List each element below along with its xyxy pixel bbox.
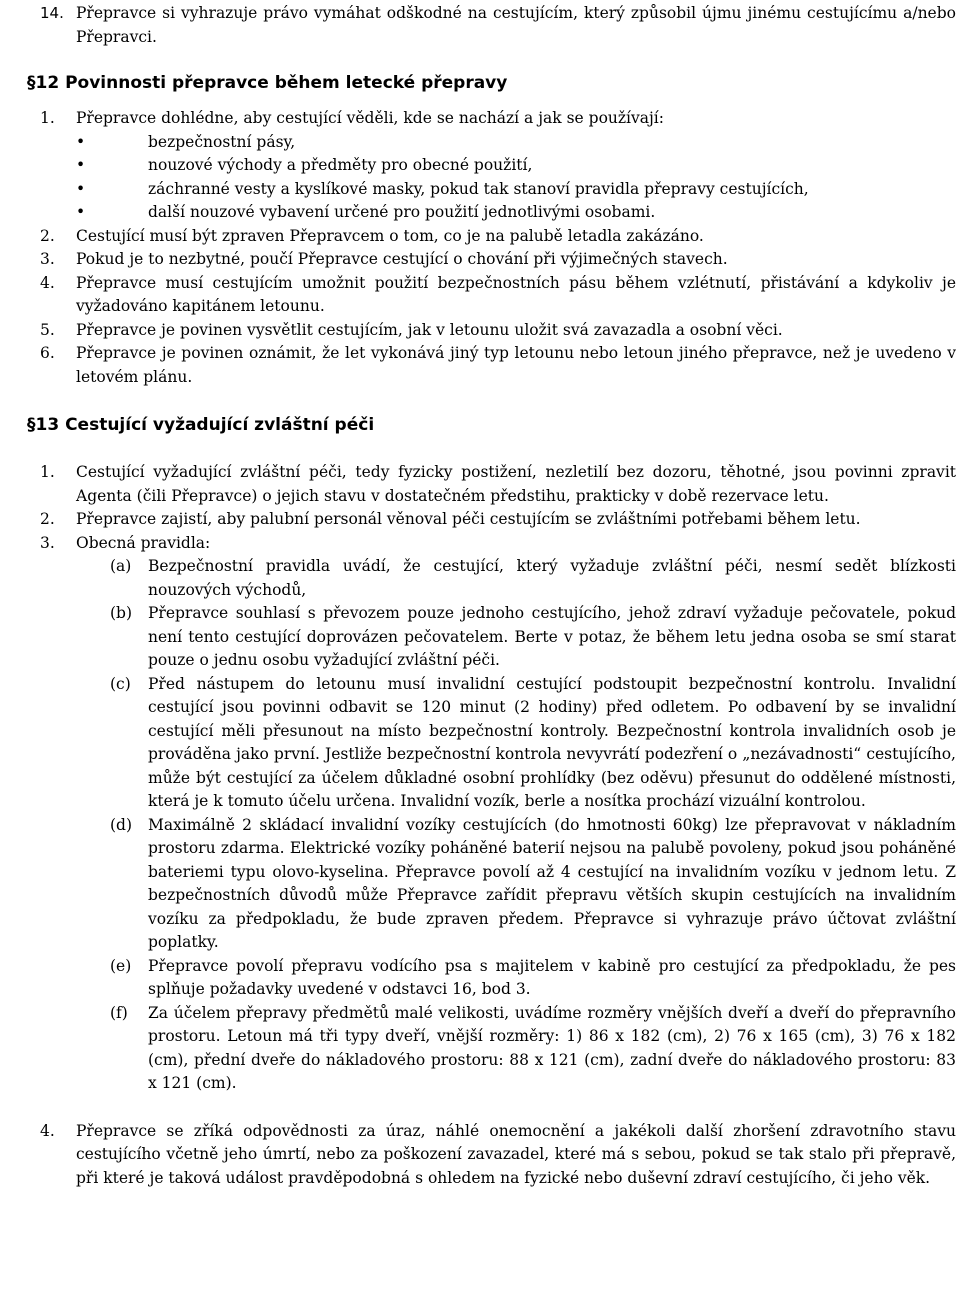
bullet-icon: • — [76, 203, 86, 221]
s12-item-3 — [40, 248, 956, 272]
subitem-label: (d) — [110, 815, 133, 834]
subitem-text: Za účelem přepravy předmětů malé velikosti, uvádíme rozměry vnějších dveří a dveří do přepravního prostoru. Letoun má tři typy dveří, vnější rozměry: 1) 86 x 182 (cm), 2) 76 x 165 (cm), 3) 76 x 182 (cm), přední dveře do nákladového prostoru: 88 x 121 (cm), zadní dveře do nákladového prostoru: 83 x 121 (cm). — [148, 1003, 956, 1092]
bullet-icon: • — [76, 179, 86, 198]
item-number: 3. — [40, 250, 55, 268]
bullet-item — [40, 131, 956, 155]
bullet-icon: • — [76, 156, 86, 174]
s12-item-1 — [40, 107, 956, 131]
bullet-item — [40, 201, 956, 225]
item-number: 1. — [40, 109, 55, 127]
item-number: 3. — [40, 533, 55, 552]
subitem-f — [40, 1002, 956, 1096]
subitem-d — [40, 814, 956, 955]
s12-item-4 — [40, 272, 956, 319]
subitem-b — [40, 602, 956, 673]
item-text: Přepravce je povinen vysvětlit cestujícím, jak v letounu uložit svá zavazadla a osobní věci. — [76, 320, 783, 339]
subitem-a — [40, 555, 956, 602]
s12-item-6 — [40, 342, 956, 389]
bullet-text: bezpečnostní pásy, — [148, 132, 296, 151]
item-text: Cestující musí být zpraven Přepravcem o tom, co je na palubě letadla zakázáno. — [76, 226, 704, 245]
item-number: 6. — [40, 344, 55, 362]
item-text: Pokud je to nezbytné, poučí Přepravce cestující o chování při výjimečných stavech. — [76, 250, 728, 268]
bullet-item — [40, 154, 956, 178]
subitem-text: Maximálně 2 skládací invalidní vozíky cestujících (do hmotnosti 60kg) lze přepravovat v nákladním prostoru zdarma. Elektrické vozíky poháněné baterií nejsou na palubě povoleny, pokud jsou poháněné bateriemi typu olovo-kyselina. Přepravce povolí až 4 cestující na invalidním vozíku v jednom letu. Z bezpečnostních důvodů může Přepravce zařídit přepravu větších skupin cestujících na invalidním vozíku za předpokladu, že bude zpraven předem. Přepravce si vyhrazuje právo účtovat zvláštní poplatky. — [148, 815, 956, 951]
item-text: Přepravce si vyhrazuje právo vymáhat odškodné na cestujícím, který způsobil újmu jinému cestujícímu a/nebo Přepravci. — [76, 4, 956, 46]
section-12-heading: §12 Povinnosti přepravce během letecké přepravy — [27, 73, 508, 93]
subitem-text: Přepravce souhlasí s převozem pouze jednoho cestujícího, jehož zdraví vyžaduje pečovatele, pokud není tento cestující doprovázen pečovatelem. Berte v potaz, že během letu jedna osoba se smí starat pouze o jednu osobu vyžadující zvláštní péči. — [148, 604, 956, 669]
item-number: 4. — [40, 273, 55, 292]
s13-item-3 — [40, 532, 956, 556]
item-text: Přepravce zajistí, aby palubní personál věnoval péči cestujícím se zvláštními potřebami během letu. — [76, 510, 861, 528]
subitem-text: Bezpečnostní pravidla uvádí, že cestující, který vyžaduje zvláštní péči, nesmí sedět blízkosti nouzových východů, — [148, 557, 956, 599]
section-13-heading: §13 Cestující vyžadující zvláštní péči — [27, 415, 375, 435]
item-number: 1. — [40, 463, 55, 481]
item-number: 5. — [40, 320, 55, 339]
subitem-label: (e) — [110, 956, 132, 975]
s12-bullet-list — [40, 131, 956, 225]
item-number: 2. — [40, 510, 55, 528]
subitem-text: Před nástupem do letounu musí invalidní cestující podstoupit bezpečnostní kontrolu. Invalidní cestující jsou povinni odbavit se 120 minut (2 hodiny) před odletem. Po odbavení by se invalidní cestující měli přesunout na místo bezpečnostní kontroly. Bezpečnostní kontrola invalidních osob je prováděna jako první. Jestliže bezpečnostní kontrola nevyvrátí podezření o „nezávadnosti“ cestujícího, může být cestující za účelem důkladné osobní prohlídky (bez oděvu) přesunut do oddělené místnosti, která je k tomuto účelu určena. Invalidní vozík, berle a nosítka prochází vizuální kontrolou. — [148, 674, 956, 810]
bullet-text: nouzové východy a předměty pro obecné použití, — [148, 156, 533, 174]
document-page — [27, 2, 956, 1190]
item-text: Cestující vyžadující zvláštní péči, tedy fyzicky postižení, nezletilí bez dozoru, těhotné, jsou povinni zpravit Agenta (čili Přepravce) o jejich stavu v dostatečném předstihu, prakticky v době rezervace letu. — [76, 463, 956, 505]
intro-item-14 — [40, 2, 956, 49]
bullet-text: záchranné vesty a kyslíkové masky, pokud tak stanoví pravidla přepravy cestujících, — [148, 179, 809, 198]
s12-item-5 — [40, 319, 956, 343]
s13-item-2 — [40, 508, 956, 532]
subitem-label: (f) — [110, 1003, 128, 1022]
item-number: 2. — [40, 226, 55, 245]
s13-item-4 — [40, 1120, 956, 1191]
item-text: Přepravce dohlédne, aby cestující věděli, kde se nachází a jak se používají: — [76, 109, 664, 127]
item-number: 14. — [40, 4, 64, 22]
s13-item-1 — [40, 461, 956, 508]
subitem-label: (a) — [110, 557, 132, 575]
item-text: Přepravce je povinen oznámit, že let vykonává jiný typ letounu nebo letoun jiného přepravce, než je uvedeno v letovém plánu. — [76, 344, 956, 386]
subitem-c — [40, 673, 956, 814]
subitem-label: (c) — [110, 674, 131, 693]
item-text: Obecná pravidla: — [76, 533, 211, 552]
bullet-text: další nouzové vybavení určené pro použití jednotlivými osobami. — [148, 203, 656, 221]
item-text: Přepravce musí cestujícím umožnit použití bezpečnostních pásu během vzlétnutí, přistávání a kdykoliv je vyžadováno kapitánem letounu. — [76, 273, 956, 315]
bullet-icon: • — [76, 132, 86, 151]
item-number: 4. — [40, 1121, 55, 1140]
item-text: Přepravce se zříká odpovědnosti za úraz, náhlé onemocnění a jakékoli další zhoršení zdravotního stavu cestujícího včetně jeho úmrtí, nebo za poškození zavazadel, které má s sebou, pokud se tak stalo při přepravě, při které je taková událost pravděpodobná s ohledem na fyzické nebo duševní zdraví cestujícího, či jeho věk. — [76, 1121, 956, 1187]
subitem-e — [40, 955, 956, 1002]
subitem-label: (b) — [110, 604, 133, 622]
subitem-text: Přepravce povolí přepravu vodícího psa s majitelem v kabině pro cestující za předpokladu, že pes splňuje požadavky uvedené v odstavci 16, bod 3. — [148, 956, 956, 998]
bullet-item — [40, 178, 956, 202]
s12-item-2 — [40, 225, 956, 249]
